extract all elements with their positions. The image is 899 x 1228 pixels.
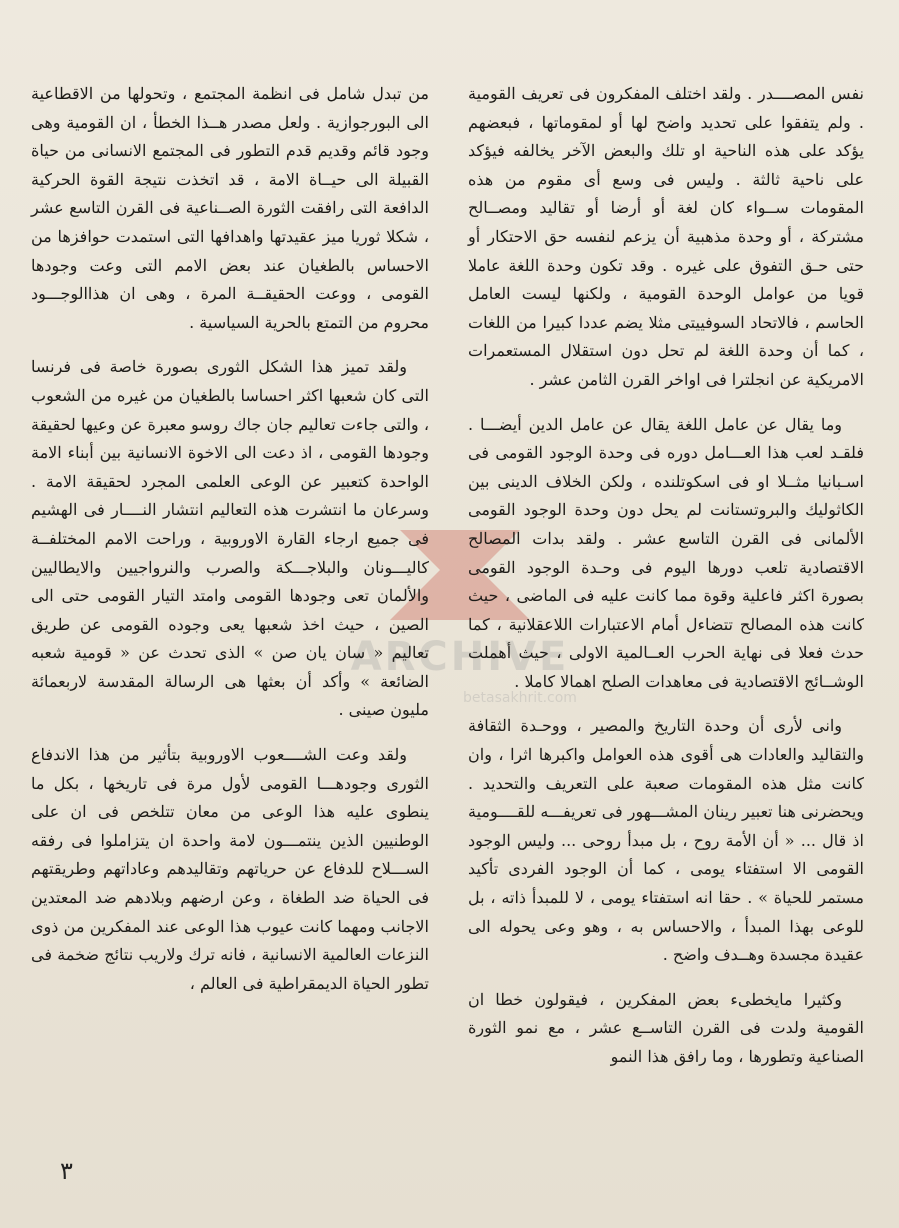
paragraph: وما يقال عن عامل اللغة يقال عن عامل الدين أيضـــا . فلقـد لعب هذا العـــامل دوره فى وحدة الوجود القومى فى اسـبانيا مثــلا او فى اسكوتلنده ، ولكن الخلاف الدينى بين الكاثوليك والبروتستانت لم يحل دون وحدة الوجود القومى الألمانى فى القرن التاسع عشر . ولقد بدات المصالح الاقتصادية تلعب دورها اليوم فى وحـدة الوجود القومى بصورة اكثر فاعلية وقوة مما كانت عليه فى الماضى ، حيث كانت هذه المصالح تتضاءل أمام الاعتبارات اللاعقلانية ، كما حدث فعلا فى نهاية الحرب العــالمية الاولى ، حيث أهملت الوشــائج الاقتصادية فى معاهدات الصلح اهمالا كاملا . xyxy=(468,414,864,691)
paragraph: ولقد وعت الشــــعوب الاوروبية بتأثير من هذا الاندفاع الثورى وجودهـــا القومى لأول مرة فى تاريخها ، بكل ما ينطوى عليه هذا الوعى من معان تتلخص فى ان على الوطنيين الذين ينتمـــون لامة واحدة ان يتزاملوا فى رفقه الســـلاح للدفاع عن حرياتهم وتقاليدهم وعاداتهم وطريقتهم فى الحياة ضد الطغاة ، وعن ارضهم وبلادهم ضد المعتدين الاجانب ومهما كانت عيوب هذا الوعى عند المفكرين من ذوى النزعات العالمية الانسانية ، فانه ترك ولاريب نتائج ضخمة فى تطور الحياة الديمقراطية فى العالم ، xyxy=(31,745,429,993)
paragraph: من تبدل شامل فى انظمة المجتمع ، وتحولها من الاقطاعية الى البورجوازية . ولعل مصدر هــذا الخطأ ، ان القومية وهى وجود قائم وقديم قدم التطور فى المجتمع الانسانى من حياة القبيلة الى حيــاة الامة ، قد اتخذت نتيجة القوة الحركية الدافعة التى رافقت الثورة الصــناعية فى القرن التاسع عشر ، شكلا ثوريا ميز عقيدتها واهدافها التى استمدت حوافزها من الاحساس بالطغيان عند بعض الامم التى وعت وجودها القومى ، ووعت الحقيقــة المرة ، وهى ان هذاالوجـــود محروم من التمتع بالحرية السياسية . xyxy=(31,84,429,332)
watermark-text: ARCHIVE xyxy=(350,634,570,680)
paragraph: وانى لأرى أن وحدة التاريخ والمصير ، ووحـدة الثقافة والتقاليد والعادات هى أقوى هذه العوامل واكبرها اثرا ، وان كانت مثل هذه المقومات صعبة على التعريف والتحديد . ويحضرنى هنا تعبير رينان المشـــهور فى تعريفـــه للقــــومية اذ قال ... « أن الأمة روح ، بل مبدأ روحى ... وليس الوجود القومى الا استفتاء يومى ، كما أن الوجود الفردى تأكيد مستمر للحياة » . حقا انه استفتاء يومى ، لا للمبدأ ذاته ، بل للوعى بهذا المبدأ ، والاحساس به ، وهو وعى يحوله الى عقيدة مجسدة وهــدف واضح . xyxy=(468,716,864,965)
paragraph: نفس المصــــدر . ولقد اختلف المفكرون فى تعريف القومية . ولم يتفقوا على تحديد واضح لها أو لمقوماتها ، فبعضهم يؤكد على هذه الناحية او تلك والبعض الآخر يخالفه فيؤكد على ناحية ثالثة . وليس فى وسع أى مقوم من هذه المقومات ســواء كان لغة أو أرضا أو تقاليد ومصــالح مشتركة ، أو وحدة مذهبية أن يزعم لنفسه حق الاحتكار أو حتى حـق التفوق على غيره . وقد تكون وحدة اللغة عاملا قويا من عوامل الوحدة القومية ، ولكنها ليست العامل الحاسم ، فالاتحاد السوفييتى مثلا يضم عددا كبيرا من اللغات ، كما أن وحدة اللغة لم تحل دون استقلال المستعمرات الامريكية عن انجلترا فى اواخر القرن الثامن عشر . xyxy=(468,84,864,389)
page-number: ٣ xyxy=(60,1157,73,1185)
right-column xyxy=(468,80,864,1072)
watermark-subtext: betasakhrit.com xyxy=(463,690,577,706)
paragraph: ولقد تميز هذا الشكل الثورى بصورة خاصة فى فرنسا التى كان شعبها اكثر احساسا بالطغيان من غيره من الشعوب ، والتى جاءت تعاليم جان جاك روسو معبرة عن وعيها لحقيقة وجودها القومى ، اذ دعت الى الاخوة الانسانية بين أبناء الامة الواحدة كتعبير عن الوعى العلمى المجرد لحقيقة الامة . وسرعان ما انتشرت هذه التعاليم انتشار النــــار فى الهشيم فى جميع ارجاء القارة الاوروبية ، وراحت الامم المختلفــة كاليـــونان والبلاجـــكة والصرب والنرواجيين والايطاليين والألمان تعى وجودها القومى وامتد التيار القومى حتى الى الصين ، حيث اخذ شعبها يعى وجوده القومى عن طريق تعاليم « سان يان صن » الذى تحدث عن « قومية شعبه الضائعة » وأكد أن بعثها هى الرسالة المقدسة لاربعمائة مليون صينى . xyxy=(31,357,429,720)
left-column xyxy=(31,80,429,998)
paragraph: وكثيرا مايخطىء بعض المفكرين ، فيقولون خطا ان القومية ولدت فى القرن التاســع عشر ، مع نمو الثورة الصناعية وتطورها ، وما رافق هذا النمو xyxy=(468,989,864,1066)
